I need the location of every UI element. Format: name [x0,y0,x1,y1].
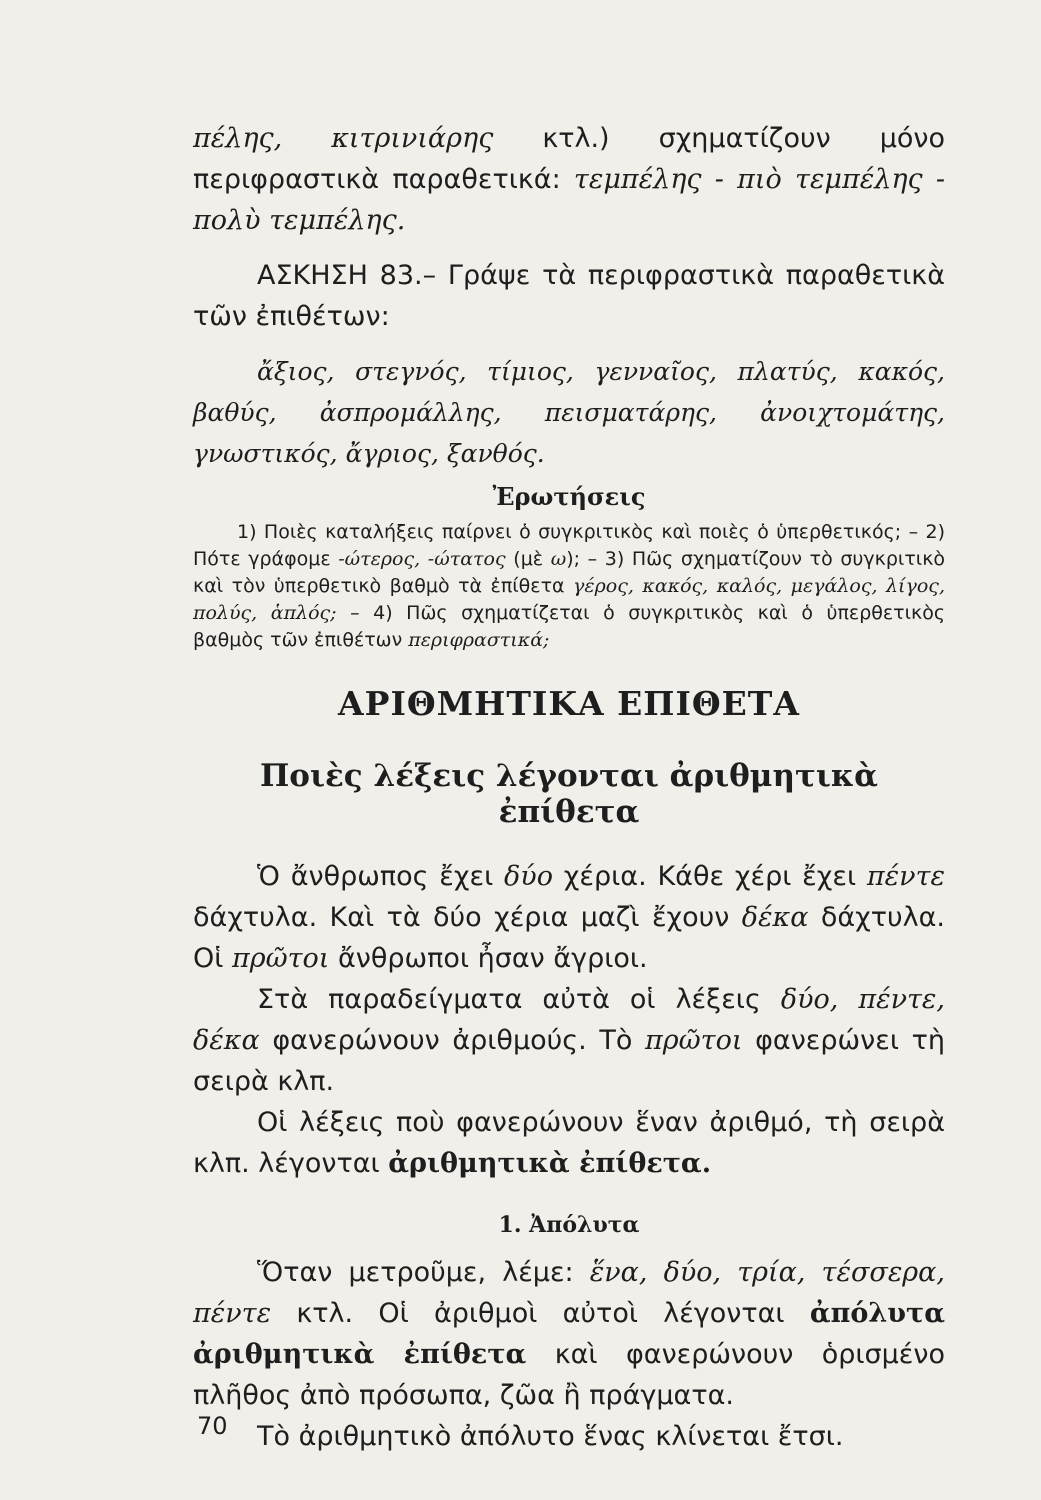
text-run: Ὁ ἄνθρωπος ἔχει [257,861,505,892]
text-run: δάχτυλα. Οἱ [193,902,945,974]
text-run: ἄνθρωποι ἦσαν ἄγριοι. [329,943,648,974]
italic-phrase: -ώτερος, -ώτατος [338,548,506,570]
page-number: 70 [197,1412,228,1440]
italic-phrase: τεμπέλης - πιὸ τεμπέλης - πολὺ τεμπέλης. [193,164,945,236]
exercise-instruction: ΑΣΚΗΣΗ 83.– Γράψε τὰ περιφραστικὰ παραθετικὰ τῶν ἐπιθέτων: [193,260,945,332]
text-run: ); – 3) Πῶς σχηματίζουν τὸ συγκριτικὸ καὶ τὸν ὑπερθετικὸ βαθμὸ τὰ ἐπίθετα [193,548,946,597]
section-heading-absolute: 1. Ἀπόλυτα [498,1212,640,1238]
text-run: 1) Ποιὲς καταλήξεις παίρνει ὁ συγκριτικὸς καὶ ποιὲς ὁ ὑπερθετικός; – 2) Πότε γράφομε [193,521,945,570]
italic-phrase: πέντε [866,861,945,892]
italic-phrase: γέρος, κακός, καλός, μεγάλος, λίγος, πολύς, ἁπλός; [193,575,945,624]
top-paragraph [193,118,945,241]
italic-phrase: πρῶτοι [645,1025,743,1056]
paragraph-4 [193,1252,945,1416]
italic-phrase: δύο [504,861,553,892]
text-run: – 4) Πῶς σχηματίζεται ὁ συγκριτικὸς καὶ ὁ ὑπερθετικὸς βαθμὸς τῶν ἐπιθέτων [193,602,945,651]
text-run: καὶ φανερώνουν ὁρισμένο πλῆθος ἀπὸ πρόσωπα, ζῶα ἢ πράγματα. [193,1339,946,1411]
bold-phrase: ἀριθμητικὰ ἐπίθετα. [388,1148,712,1179]
exercise-words: ἄξιος, στεγνός, τίμιος, γενναῖος, πλατύς, κακός, βαθύς, ἀσπρομάλλης, πεισματάρης, ἀνοιχτομάτης, γνωστικός, ἄγριος, ξανθός. [193,357,945,468]
text-run: κτλ. Οἱ ἀριθμοὶ αὐτοὶ λέγονται [271,1298,810,1329]
paragraph-3 [193,1102,945,1184]
questions-heading: Ἐρωτήσεις [492,482,646,511]
paragraph-5: Τὸ ἀριθμητικὸ ἀπόλυτο ἕνας κλίνεται ἔτσι. [257,1421,844,1452]
paragraph-2 [193,979,945,1102]
page-body [193,118,945,1457]
text-run: δάχτυλα. Καὶ τὰ δύο χέρια μαζὶ ἔχουν [193,902,742,933]
italic-phrase: δέκα [741,902,809,933]
italic-phrase: πρῶτοι [231,943,330,974]
paragraph-1 [193,856,945,979]
text-run: φανερώνουν ἀριθμούς. Τὸ [259,1025,646,1056]
main-heading: ΑΡΙΘΜΗΤΙΚΑ ΕΠΙΘΕΤΑ [338,684,800,723]
text-run: Οἱ λέξεις ποὺ φανερώνουν ἕναν ἀριθμό, τὴ σειρὰ κλπ. λέγονται [193,1107,945,1179]
text-run: Ὅταν μετροῦμε, λέμε: [257,1257,590,1288]
italic-phrase: δύο, πέντε, δέκα [193,984,945,1056]
text-run: (μὲ [505,548,551,570]
italic-phrase: ω [550,548,567,570]
text-run: χέρια. Κάθε χέρι ἔχει [552,861,867,892]
bold-phrase: ἀπόλυτα ἀριθμητικὰ ἐπίθετα [193,1298,945,1370]
italic-phrase: πέλης, κιτρινιάρης [193,123,494,154]
text-run: παραθετικά: [392,164,574,195]
italic-phrase: ἕνα, δύο, τρία, τέσσερα, πέντε [193,1257,945,1329]
text-run: κτλ.) σχηματίζουν μόνο περιφραστικὰ [193,123,945,195]
text-run: Στὰ παραδείγματα αὐτὰ οἱ λέξεις [257,984,781,1015]
text-run: φανερώνει τὴ σειρὰ κλπ. [193,1025,945,1097]
questions-text [193,519,945,654]
italic-phrase: περιφραστικά; [408,629,550,651]
sub-heading: Ποιὲς λέξεις λέγονται ἀριθμητικὰ ἐπίθετα [260,758,878,830]
